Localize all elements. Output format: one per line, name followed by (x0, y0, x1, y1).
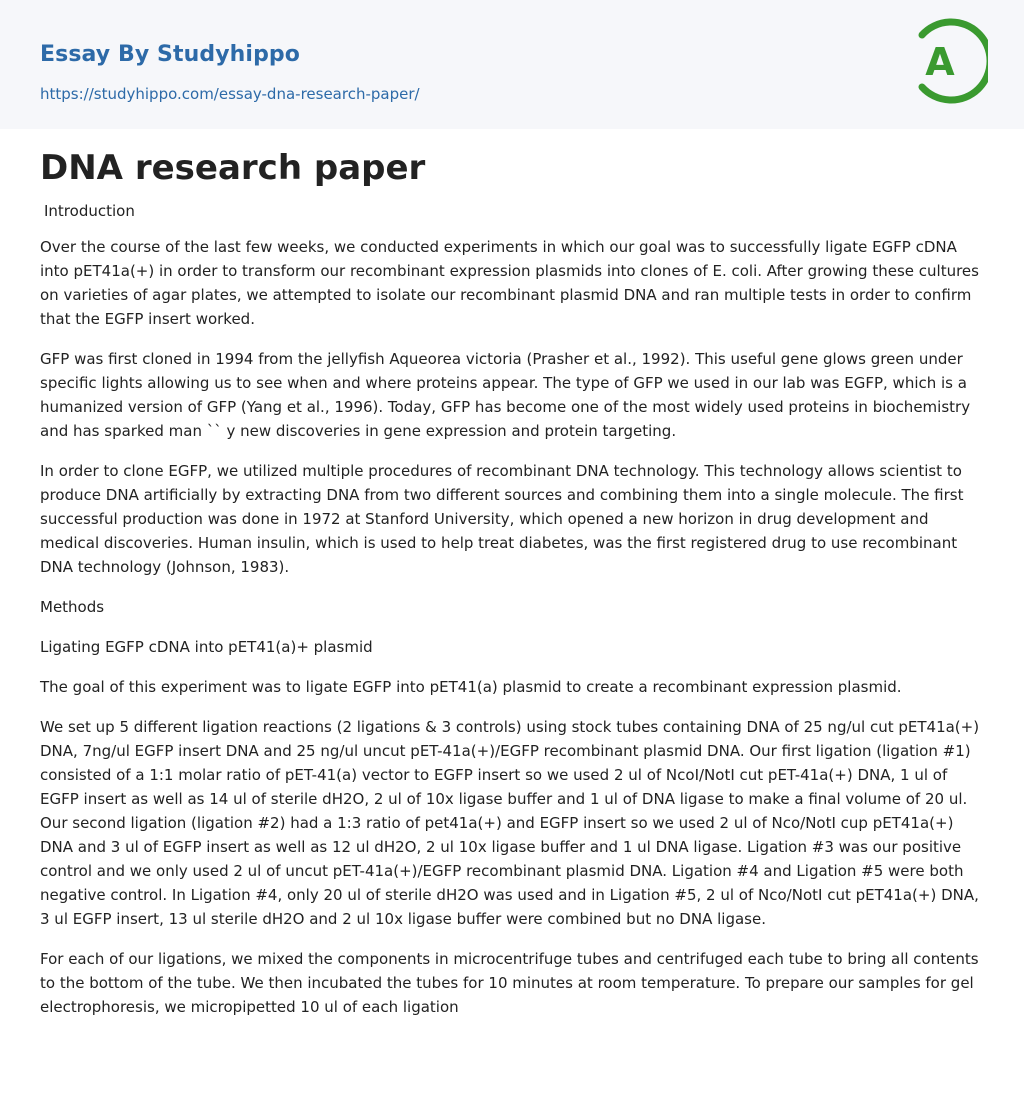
subsection-heading: Ligating EGFP cDNA into pET41(a)+ plasmid (40, 638, 373, 656)
page-title: DNA research paper (40, 148, 426, 188)
section-heading-methods: Methods (40, 598, 105, 616)
paragraph: The goal of this experiment was to ligate EGFP into pET41(a) plasmid to create a recombinant expression plasmid. (40, 678, 902, 696)
paragraph: GFP was first cloned in 1994 from the jellyfish Aqueorea victoria (Prasher et al., 1992). This useful gene glows green under specific lights allowing us to see when and where proteins appear. The type of GFP we used in our lab was EGFP, which is a humanized version of GFP (Yang et al., 1996). Today, GFP has become one of the most widely used proteins in biochemistry and has sparked man `` y new discoveries in gene expression and protein targeting. (40, 350, 971, 440)
site-header (0, 0, 1024, 129)
studyhippo-logo-icon[interactable] (912, 18, 988, 106)
site-brand[interactable]: Essay By Studyhippo (40, 42, 300, 67)
page-url-link[interactable]: https://studyhippo.com/essay-dna-research-paper/ (40, 85, 420, 103)
article (40, 145, 984, 1035)
paragraph: For each of our ligations, we mixed the components in microcentrifuge tubes and centrifuged each tube to bring all contents to the bottom of the tube. We then incubated the tubes for 10 minutes at room temperature. To prepare our samples for gel electrophoresis, we micropipetted 10 ul of each ligation (40, 950, 979, 1016)
paragraph: In order to clone EGFP, we utilized multiple procedures of recombinant DNA technology. This technology allows scientist to produce DNA artificially by extracting DNA from two different sources and combining them into a single molecule. The first successful production was done in 1972 at Stanford University, which opened a new horizon in drug development and medical discoveries. Human insulin, which is used to help treat diabetes, was the first registered drug to use recombinant DNA technology (Johnson, 1983). (40, 462, 964, 576)
paragraph: We set up 5 different ligation reactions (2 ligations & 3 controls) using stock tubes containing DNA of 25 ng/ul cut pET41a(+) DNA, 7ng/ul EGFP insert DNA and 25 ng/ul uncut pET-41a(+)/EGFP recombinant plasmid DNA. Our first ligation (ligation #1) consisted of a 1:1 molar ratio of pET-41(a) vector to EGFP insert so we used 2 ul of NcoI/NotI cut pET-41a(+) DNA, 1 ul of EGFP insert as well as 14 ul of sterile dH2O, 2 ul of 10x ligase buffer and 1 ul of DNA ligase to make a final volume of 20 ul. Our second ligation (ligation #2) had a 1:3 ratio of pet41a(+) and EGFP insert so we used 2 ul of Nco/NotI cup pET41a(+) DNA and 3 ul of EGFP insert as well as 12 ul dH2O, 2 ul 10x ligase buffer and 1 ul DNA ligase. Ligation #3 was our positive control and we only used 2 ul of uncut pET-41a(+)/EGFP recombinant plasmid DNA. Ligation #4 and Ligation #5 were both negative control. In Ligation #4, only 20 ul of sterile dH2O was used and in Ligation #5, 2 ul of Nco/NotI cut pET41a(+) DNA, 3 ul EGFP insert, 13 ul sterile dH2O and 2 ul 10x ligase buffer were combined but no DNA ligase. (40, 718, 980, 928)
logo-letter: A (925, 40, 955, 84)
section-label-introduction: Introduction (44, 202, 135, 220)
paragraph: Over the course of the last few weeks, we conducted experiments in which our goal was to successfully ligate EGFP cDNA into pET41a(+) in order to transform our recombinant expression plasmids into clones of E. coli. After growing these cultures on varieties of agar plates, we attempted to isolate our recombinant plasmid DNA and ran multiple tests in order to confirm that the EGFP insert worked. (40, 238, 979, 328)
